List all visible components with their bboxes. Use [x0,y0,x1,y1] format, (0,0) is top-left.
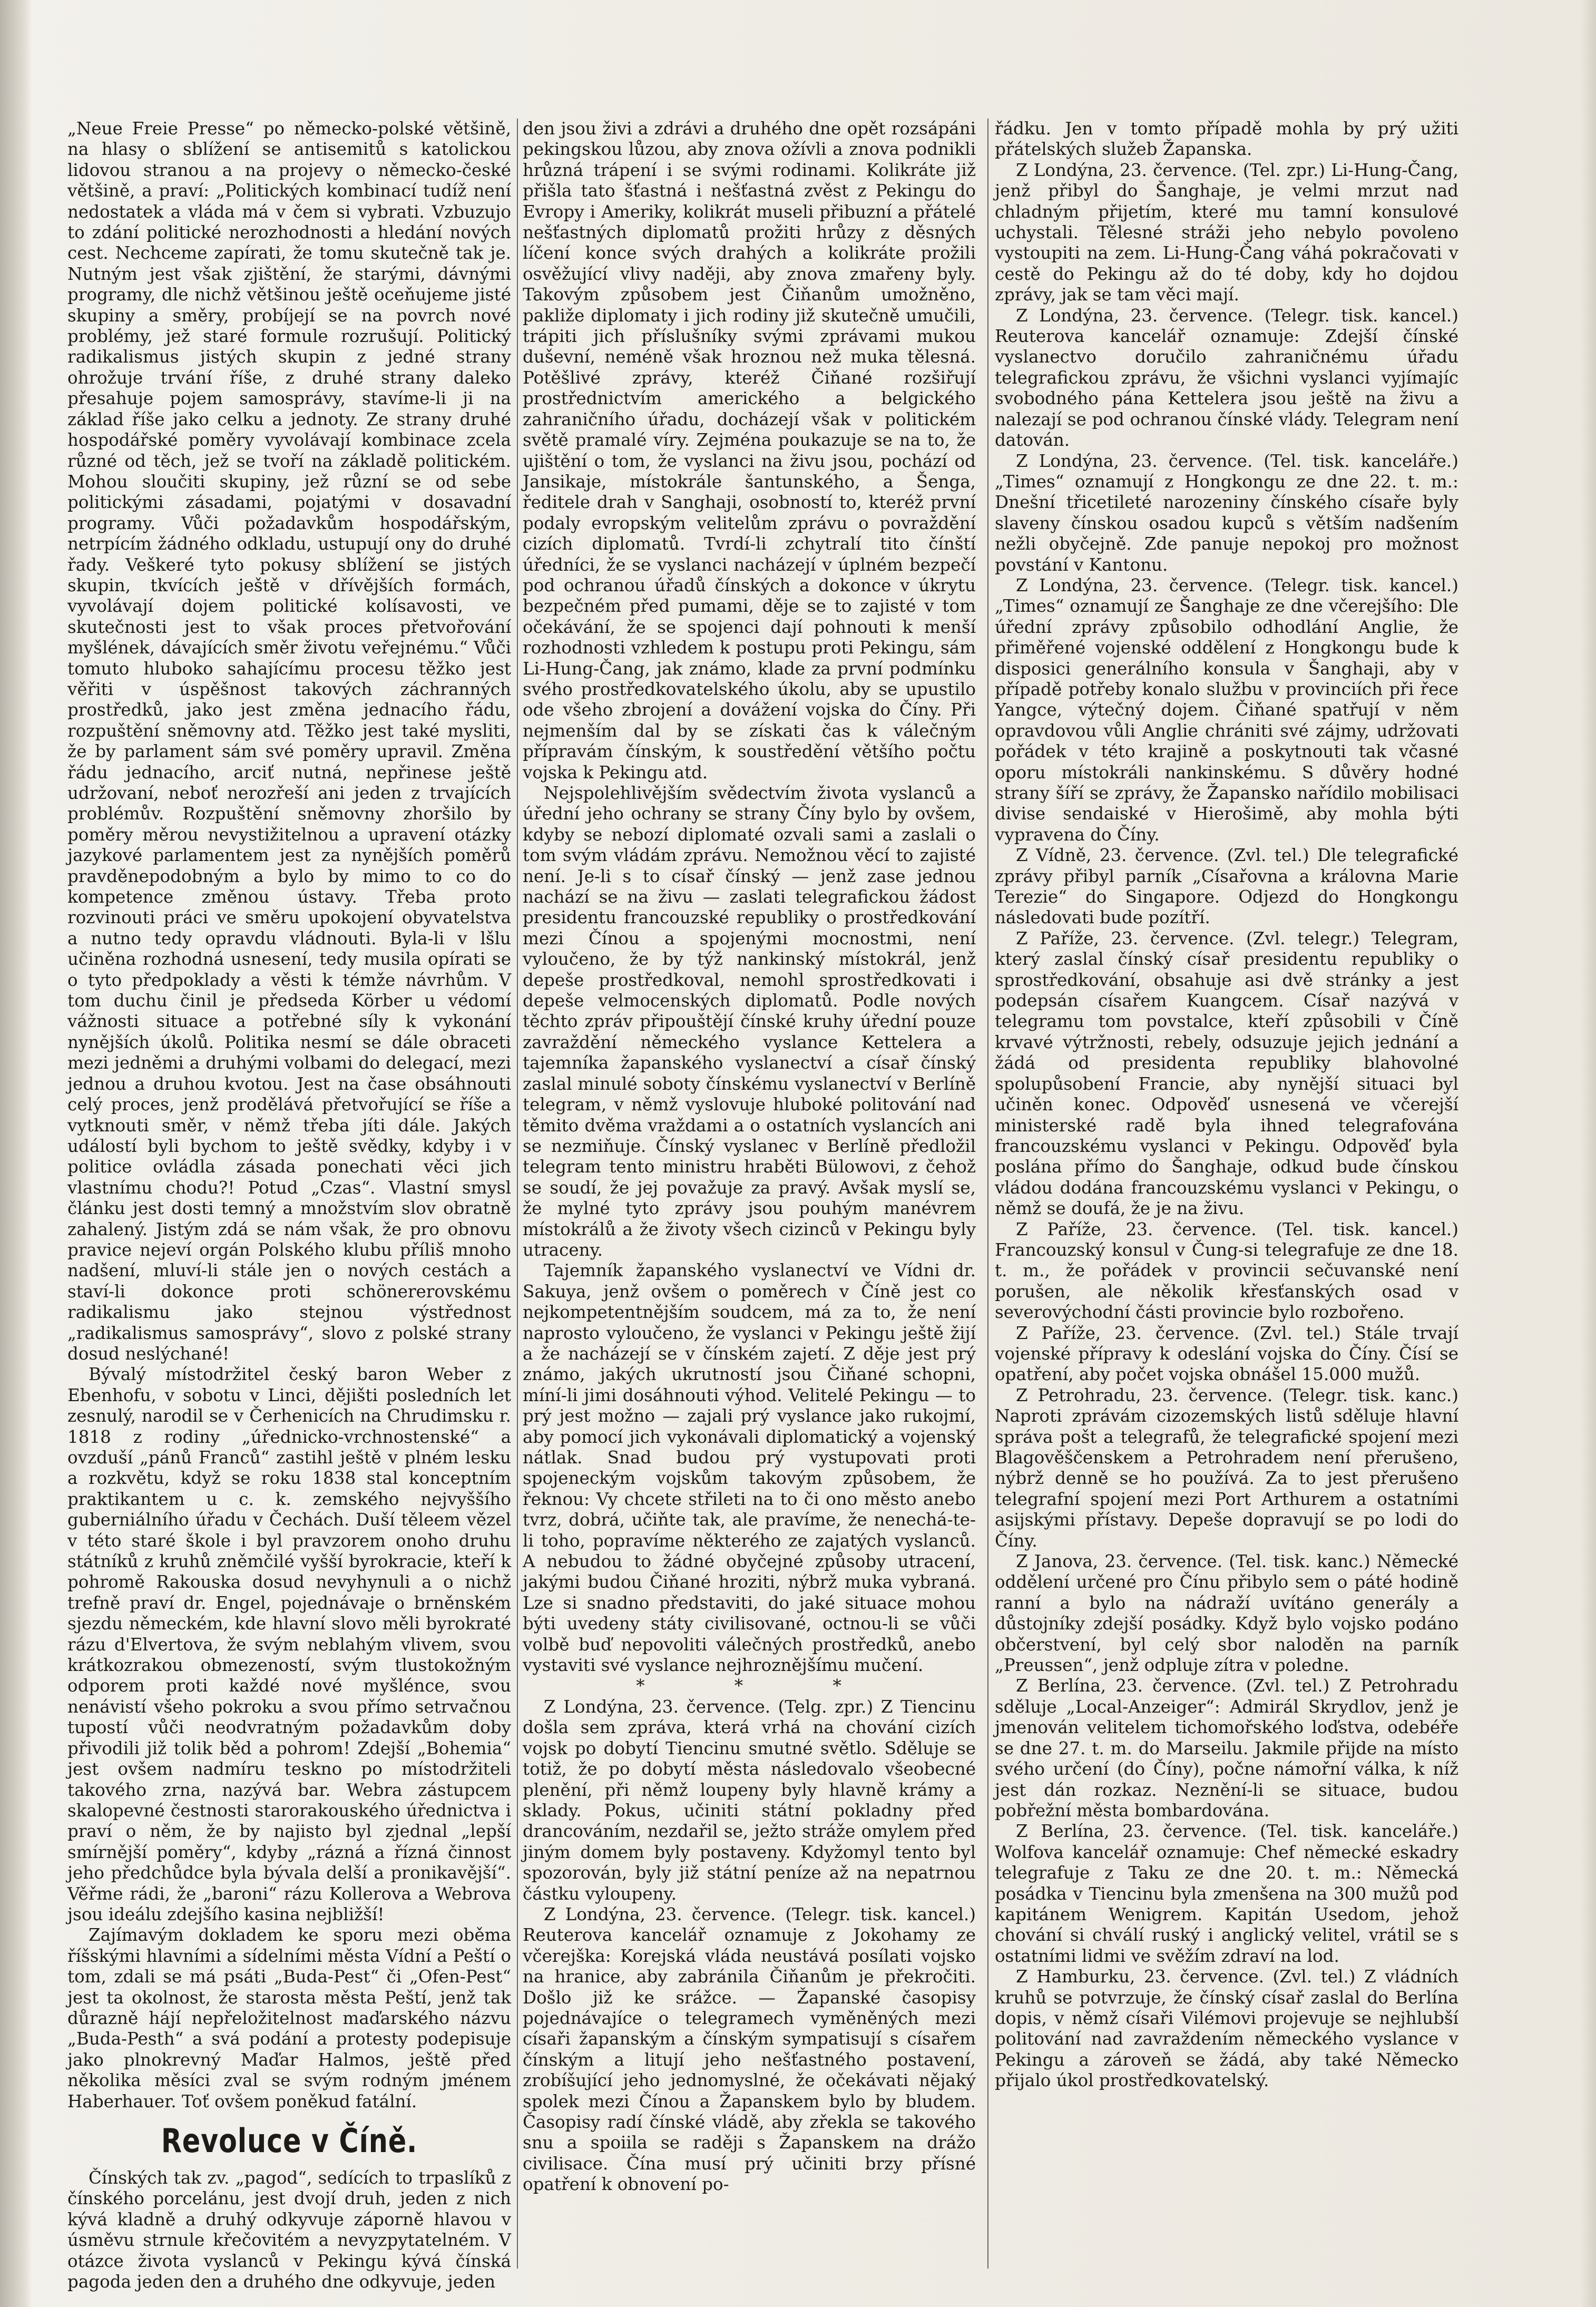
news-item: Z Vídně, 23. července. (Zvl. tel.) Dle telegrafické zprávy přibyl parník „Císařovna a královna Marie Terezie“ do Singapore. Odjezd do Hongkongu následovati bude pozítří. [995,845,1458,928]
news-item: Z Londýna, 23. července. (Telegr. tisk. kancel.) „Times“ oznamují ze Šanghaje ze dne včerejšího: Dle úřední zprávy způsobilo odhodlání Anglie, že přiměřené vojenské oddělení z Hongkongu bude k disposici generálního konsula v Šanghaji, aby v případě potřeby konalo službu v provinciích při řece Yangce, výtečný dojem. Čiňané spatřují v něm opravdovou vůli Anglie chrániti své zájmy, udržovati pořádek v této krajině a poskytnouti tak včasné oporu místokráli nankinskému. S důvěry hodné strany šíří se zprávy, že Žapansko nařídilo mobilisaci divise sendaiské v Hierošimě, aby mohla býti vypravena do Číny. [995,575,1458,845]
paragraph: Bývalý místodržitel český baron Weber z Ebenhofu, v sobotu v Linci, dějišti posledních let zesnulý, narodil se v Čerhenicích na Chrudimsku r. 1818 z rodiny „úřednicko-vrchnostenské“ a ovzduší „pánů Franců“ zastihl ještě v plném lesku a rozkvětu, když se roku 1838 stal konceptním praktikantem u c. k. zemského nejvyššího guberniálního úřadu v Čechách. Duší těleem vězel v této staré škole i byl pravzorem onoho druhu státníků z kruhů zněmčilé vyšší byrokracie, kteří k pohromě Rakouska dosud nevyhynuli a o nichž trefně praví dr. Engel, pojednávaje o brněnském sjezdu německém, kde hlavní slovo měli byrokraté rázu d'Elvertova, že svým neblahým vlivem, svou krátkozrakou obmezeností, svým tlustokožným odporem proti každé nové myšlénce, svou nenávistí všeho pokroku a svou přímo setrvačnou tupostí vůči neodvratným požadavkům doby přivodili již tolik běd a pohrom! Zdejší „Bohemia“ jest ovšem nadmíru teskno po místodržiteli takového zrna, nazývá bar. Webra zástupcem skalopevné čestnosti starorakouského úřednictva i praví o něm, že by najisto byl zjednal „lepší smírnější poměry“, kdyby „rázná a řízná činnost jeho předchůdce byla bývala delší a pronikavější“. Věřme rádi, že „baroni“ rázu Kollerova a Webrova jsou ideálu zdejšího kasina nejbližší! [67,1364,511,1924]
paragraph: Tajemník žapanského vyslanectví ve Vídni dr. Sakuya, jenž ovšem o poměrech v Číně jest co nejkompetentnějším soudcem, má za to, že není naprosto vyloučeno, že vyslanci v Pekingu ještě žijí a že nacházejí se v čínském zajetí. Z děje jest prý známo, jakých ukrutností jsou Čiňané schopni, míní-li jimi dosáhnouti výhod. Velitelé Pekingu — to prý jest možno — zajali prý vyslance jako rukojmí, aby pomocí jich vykonávali diplomatický a vojenský nátlak. Snad budou prý vystupovati proti spojeneckým vojskům takovým způsobem, že řeknou: Vy chcete střileti na to či ono město anebo tvrz, dobrá, učiňte tak, ale pravíme, že nenechá-te-li toho, popravíme některého ze zajatých vyslanců. A nebudou to žádné obyčejné způsoby utracení, jakými budou Čiňané hroziti, nýbrž muka vybraná. Lze si snadno představiti, do jaké situace mohou býti uvedeny státy civilisované, octnou-li se vůči volbě buď nepovoliti válečných prostředků, anebo vystaviti své vyslance nejhroznějšímu mučení. [523,1260,976,1676]
news-item: Z Janova, 23. července. (Tel. tisk. kanc.) Německé oddělení určené pro Čínu přibylo sem o páté hodině ranní a bylo na nádraží uvítáno generály a důstojníky zdejší posádky. Když bylo vojsko podáno občerstvení, byl celý sbor naloděn na parník „Preussen“, jenž odpluje zítra v poledne. [995,1551,1458,1676]
news-item: Z Petrohradu, 23. července. (Telegr. tisk. kanc.) Naproti zprávám cizozemských listů sděluje hlavní správa pošt a telegrafů, že telegrafické spojení mezi Blagověščenskem a Petrohradem není přerušeno, nýbrž denně se ho používá. Za to jest přerušeno telegrafní spojení mezi Port Arthurem a ostatními asijskými přístavy. Depeše dopravují se po lodi do Číny. [995,1385,1458,1551]
paragraph: řádku. Jen v tomto případě mohla by prý užiti přátelských služeb Žapanska. [995,119,1458,160]
column-2 [523,119,976,2279]
paragraph: Zajímavým dokladem ke sporu mezi oběma říšskými hlavními a sídelními města Vídní a Peští o tom, zdali se má psáti „Buda-Pest“ či „Ofen-Pest“ jest ta okolnost, že starosta města Peští, jenž tak důrazně hájí nepřeložitelnost maďarského názvu „Buda-Pesth“ a svá podání a protesty podepisuje jako plnokrevný Maďar Halmos, ještě před několika měsíci zval se svým rodným jménem Haberhauer. Toť ovšem poněkud fatální. [67,1925,511,2112]
section-headline: Revoluce v Číně. [161,2122,418,2160]
news-item: Z Paříže, 23. července. (Zvl. telegr.) Telegram, který zaslal čínský císař presidentu republiky o sprostředkování, obsahuje asi dvě stránky a jest podepsán císařem Kuangcem. Císař nazývá v telegramu tom povstalce, kteří způsobili v Číně krvavé výtržnosti, rebely, odsuzuje jejich jednání a žádá od presidenta republiky blahovolné spolupůsobení Francie, aby nynější situaci byl učiněn konec. Odpověď usnesená ve včerejší ministerské radě byla ihned telegrafována francouzskému vyslanci v Pekingu. Odpověď byla poslána přímo do Šanghaje, odkud bude čínskou vládou dodána francouzskému vyslanci v Pekingu, o němž se doufá, že je na živu. [995,928,1458,1219]
column-1 [67,119,511,2292]
news-item: Z Berlína, 23. července. (Tel. tisk. kanceláře.) Wolfova kancelář oznamuje: Chef německé eskadry telegrafuje z Taku ze dne 20. t. m.: Německá posádka v Tiencinu byla zmenšena na 300 mužů pod kapitánem Wenigrem. Kapitán Usedom, jehož chování si chválí ruský i anglický velitel, vrátil se s ostatními lidmi ve svěžím zdraví na lod. [995,1821,1458,1966]
news-item: Z Hamburku, 23. července. (Zvl. tel.) Z vládních kruhů se potvrzuje, že čínský císař zaslal do Berlína dopis, v němž císaři Vilémovi projevuje se nejhlubší politování nad zavraždením německého vyslance v Pekingu a zároveň se žádá, aby také Německo přijalo úkol prostředkovatelský. [995,1967,1458,2091]
section-separator: * * * [636,1676,884,1696]
news-item: Z Londýna, 23. července. (Telegr. tisk. kancel.) Reuterova kancelář oznamuje: Zdejší čínské vyslanectvo doručilo zahraničnému úřadu telegrafickou zprávu, že všichni vyslanci vyjímajíc svobodného pána Kettelera jsou ještě na živu a nalezají se pod ochranou čínské vlády. Telegram není datován. [995,305,1458,451]
paragraph: „Neue Freie Presse“ po německo-polské většině, na hlasy o sblížení se antisemitů s katolickou lidovou stranou a na projevy o německo-české většině, a praví: „Politických kombinací tudíž není nedostatek a vláda má v čem si vybrati. Vzbuzujo to zdání politické nerozhodnosti a hledání nových cest. Nechceme zapírati, že tomu skutečně tak je. Nutným jest však zjištění, že starými, dávnými programy, dle nichž většinou ještě oceňujeme jisté skupiny a směry, probíjejí se na povrch nové problémy, jež staré formule rozrušují. Politický radikalismus jistých skupin z jedné strany ohrožuje trvání říše, z druhé strany daleko přesahuje pojem samosprávy, stavíme-li ji na základ říše jako celku a jednoty. Ze strany druhé hospodářské poměry vyvolávají kombinace zcela různé od těch, jež se tvoří na základě politickém. Mohou sloučiti skupiny, jež různí se od sebe politickými zásadami, pojatými v dosavadní programy. Vůči požadavkům hospodářským, netrpícím žádného odkladu, ustupují ony do druhé řady. Veškeré tyto pokusy sblížení se jistých skupin, tkvících ještě v dřívějších formách, vyvolávají dojem politické kolísavosti, ve skutečnosti jest to však proces přetvořování myšlének, dávajících směr životu veřejnému.“ Vůči tomuto hluboko sahajícímu procesu těžko jest věřiti v úspěšnost takových záchranných prostředků, jako jest změna jednacího řádu, rozpuštění sněmovny atd. Těžko jest také mysliti, že by parlament sám své poměry upravil. Změna řádu jednacího, arciť nutná, nepřinese ještě udržovaní, neboť nerozřeší ani jeden z trvajících problémův. Rozpuštění sněmovny zhoršilo by poměry měrou nevystižitelnou a upravení otázky jazykové parlamentem jest za nynějších poměrů pravděnepodobným a bylo by mimo to co do kompetence změnou ústavy. Třeba proto rozvinouti práci ve směru upokojení obyvatelstva a nutno tedy opravdu vládnouti. Byla-li v lšlu učiněna rozhodná usnesení, tedy musila opírati se o tyto předpoklady a věsti k témže návrhům. V tom duchu činil je předseda Körber u védomí vážnosti situace a potřebné síly k vykonání nynějších úkolů. Politika nesmí se dále obraceti mezi jedněmi a druhými volbami do delegací, mezi jednou a druhou kvotou. Jest na čase obsáhnouti celý proces, jenž prodělává přetvořující se říše a vytknouti směr, v němž třeba jíti dále. Jakých událostí byli bychom to ještě svědky, kdyby i v politice ovládla zásada ponechati věci jich vlastnímu chodu?! Potud „Czas“. Vlastní smysl článku jest dosti temný a množstvím slov obratně zahalený. Jistým zdá se nám však, že pro obnovu pravice nejeví orgán Polského klubu příliš mnoho nadšení, mluví-li stále jen o nových cestách a staví-li dokonce proti schönererovskému radikalismu jako stejnou výstřednost „radikalismus samosprávy“, slovo z polské strany dosud neslýchané! [67,119,511,1364]
news-item: Z Londýna, 23. července. (Telegr. tisk. kancel.) Reuterova kancelář oznamuje z Jokohamy ze včerejška: Korejská vláda neustává posílati vojsko na hranice, aby zabránila Čiňanům je překročiti. Došlo již ke srážce. — Žapanské časopisy pojednávajíce o telegramech vyměněných mezi císaři žapanským a čínským sympatisují s císařem čínským a litují jeho nešťastného postavení, zrobíšující jeho jednomyslné, že očekávati nějaký spolek mezi Čínou a Žapanskem bylo by bludem. Časopisy radí čínské vládě, aby zřekla se takového snu a spoiila se raději s Žapanskem na drážo civilisace. Čína musí prý učiniti brzy přísné opatření k obnovení po- [523,1904,976,2195]
news-item: Z Berlína, 23. července. (Zvl. tel.) Z Petrohradu sděluje „Local-Anzeiger“: Admirál Skrydlov, jenž je jmenován velitelem tichomořského loďstva, odebéře se dne 27. t. m. do Marseilu. Jakmile přijde na místo svého určení (do Číny), počne námořní válka, k níž jest dán rozkaz. Neznění-li se situace, budou pobřežní města bombardována. [995,1676,1458,1821]
news-item: Z Londýna, 23. července. (Tel. tisk. kanceláře.) „Times“ oznamují z Hongkongu ze dne 22. t. m.: Dnešní třicetileté narozeniny čínského císaře byly slaveny čínskou osadou kupců s větším nadšením nežli obyčejně. Zde panuje nepokoj pro možnost povstání v Kantonu. [995,451,1458,575]
column-3 [995,119,1458,2279]
paragraph: den jsou živi a zdrávi a druhého dne opět rozsápáni pekingskou lůzou, aby znova ožívli a znova podnikli hrůzná trápení i se svými rodinami. Kolikráte již přišla tato šťastná i nešťastná zvěst z Pekingu do Evropy i Ameriky, kolikrát museli přibuzní a přátelé nešťastných diplomatů prožiti hrůzy z děsných líčení konce svých drahých a kolikráte prožili osvěžující vlivy naději, aby znova zmařeny byly. Takovým způsobem jest Čiňanům umožněno, pakliže diplomaty i jich rodiny již skutečně umučili, trápiti jich příslušníky svými zprávami mukou duševní, neméně však hroznou než muka tělesná. Potěšlivé zprávy, kteréž Čiňané rozšiřují prostřednictvím amerického a belgického zahraničního úřadu, docházejí však v politickém světě pramalé víry. Zejména poukazuje se na to, že ujištění o tom, že vyslanci na živu jsou, pochází od Jansikaje, místokrále šantunského, a Šenga, ředitele drah v Sanghaji, osobností to, kteréž první podaly evropským velitelům zprávu o povraždění cizích diplomatů. Tvrdí-li zchytralí tito čínští úředníci, že se vyslanci nacházejí v úplném bezpečí pod ochranou úřadů čínských a dokonce v úkrytu bezpečném před pumami, děje se to zajisté v tom očekávání, že se spojenci dají pohnouti k menší rozhodnosti vzhledem k postupu proti Pekingu, sám Li-Hung-Čang, jak známo, klade za první podmínku svého prostředkovatelského úkolu, aby se upustilo ode všeho zbrojení a dovážení vojska do Číny. Při nejmenším dal by se získati čas k válečným přípravám čínským, k soustředění většího počtu vojska k Pekingu atd. [523,119,976,783]
news-item: Z Londýna, 23. července. (Tel. zpr.) Li-Hung-Čang, jenž přibyl do Šanghaje, je velmi mrzut nad chladným přijetím, které mu tamní konsulové uchystali. Tělesné stráži jeho nebylo povoleno vystoupiti na zem. Li-Hung-Čang váhá pokračovati v cestě do Pekingu až do té doby, kdy ho dojdou zprávy, jak se tam věci mají. [995,160,1458,305]
news-item: Z Paříže, 23. července. (Tel. tisk. kancel.) Francouzský konsul v Čung-si telegrafuje ze dne 18. t. m., že pořádek v provincii sečuvanské není porušen, ale několik křesťanských osad v severovýchodní části provincie bylo rozbořeno. [995,1219,1458,1323]
paragraph: Nejspolehlivějším svědectvím života vyslanců a úřední jeho ochrany se strany Číny bylo by ovšem, kdyby se nebozí diplomaté ozvali sami a zaslali o tom svým vládám zprávu. Nemožnou věcí to zajisté není. Je-li s to císař čínský — jenž zase jednou nachází se na živu — zaslati telegrafickou žádost presidentu francouzské republiky o prostředkování mezi Čínou a spojenými mocnostmi, není vyloučeno, že by týž nankinský místokrál, jenž depeše prostředkoval, nemohl sprostředkovati i depeše velmocenských diplomatů. Podle nových těchto zpráv připouštějí čínské kruhy úřední pouze zavraždění německého vyslance Kettelera a tajemníka žapanského vyslanectví a císař čínský zaslal minulé soboty čínskému vyslanectví v Berlíně telegram, v němž vyslovuje hluboké politování nad těmito dvěma vraždami a o ostatních vyslancích ani se nezmiňuje. Čínský vyslanec v Berlíně předložil telegram tento ministru hraběti Bülowovi, z čehož se soudí, že jej považuje za pravý. Avšak myslí se, že mylné tyto zprávy jsou pouhým manévrem místokrálů a že životy všech cizinců v Pekingu byly utraceny. [523,783,976,1260]
news-item: Z Londýna, 23. července. (Telg. zpr.) Z Tiencinu došla sem zpráva, která vrhá na chování cizích vojsk po dobytí Tiencinu smutné světlo. Sděluje se totiž, že po dobytí města následovalo všeobecné plenění, při němž loupeny byly hlavně krámy a sklady. Pokus, učiniti státní pokladny před drancováním, nezdařil se, ježto stráže omylem před jiným domem byly postaveny. Kdyžomyl tento byl spozorován, byly již státní peníze až na nepatrnou částku vyloupeny. [523,1696,976,1904]
news-item: Z Paříže, 23. července. (Zvl. tel.) Stále trvají vojenské přípravy k odeslání vojska do Číny. Čísí se opatření, aby počet vojska obnášel 15.000 mužů. [995,1323,1458,1385]
article-columns [0,119,1596,2292]
paragraph: Čínských tak zv. „pagod“, sedících to trpaslíků z čínského porcelánu, jest dvojí druh, jeden z nich kývá kladně a druhý odkyvuje záporně hlavou v úsměvu strnule křečovitém a nevyzpytatelném. V otázce života vyslanců v Pekingu kývá čínská pagoda jeden den a druhého dne odkyvuje, jeden [67,2168,511,2292]
